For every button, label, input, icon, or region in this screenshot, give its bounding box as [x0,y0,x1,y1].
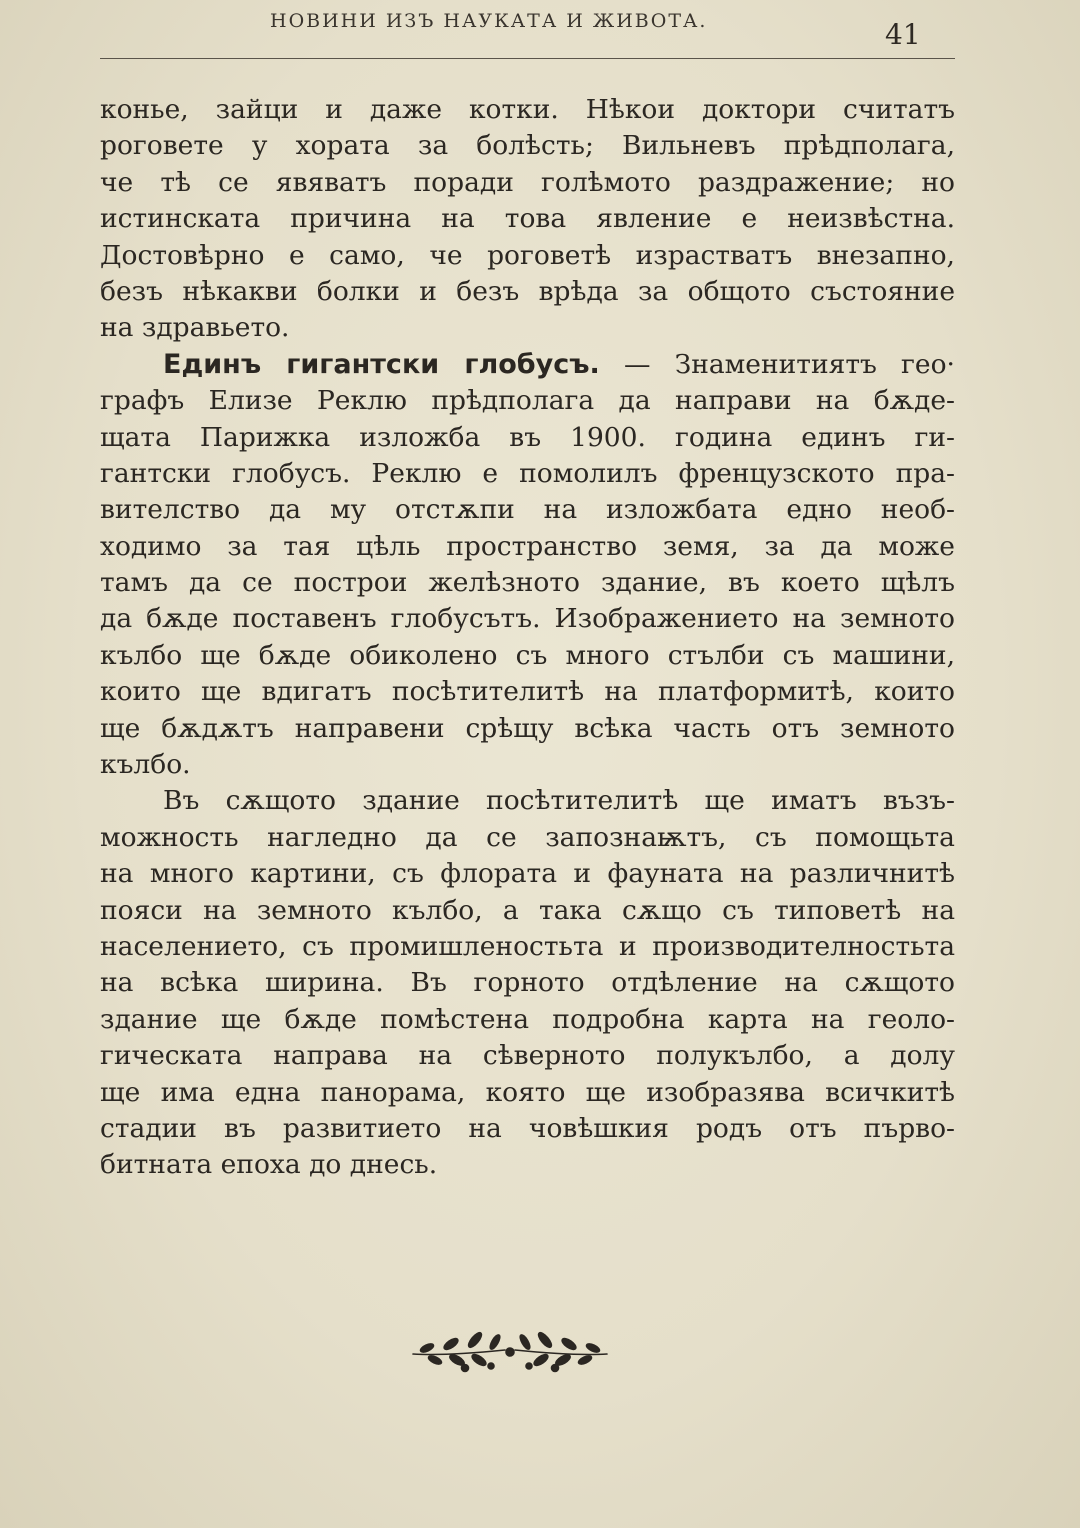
text-line: ходимо за тая цѣль пространство земя, за да може [100,530,955,562]
page-number: 41 [885,18,921,51]
text-line: на здравьето. [100,312,290,344]
text-line: конье, зайци и даже котки. Нѣкои доктори считатъ [100,94,955,125]
text-line: да бѫде поставенъ глобусътъ. Изображението на земното [100,603,955,635]
paragraph-giant-globe [100,347,955,784]
text-line: стадии въ развитието на човѣшкия родъ отъ първо- [100,1112,955,1144]
text-line: безъ нѣкакви болки и безъ врѣда за общото състояние [100,275,955,307]
text-line: че тѣ се явяватъ поради голѣмото раздражение; но [100,166,955,198]
text-line: Въ сѫщото здание посѣтителитѣ ще иматъ възъ- [163,785,955,817]
text-line: населението, съ промишленостьта и производителностьта [100,930,955,962]
text-line [100,347,955,383]
text-line: здание ще бѫде помѣстена подробна карта на геоло- [100,1003,955,1035]
text-line: графъ Елизе Реклю прѣдполага да направи на бѫде- [100,385,955,417]
text-line: кълбо. [100,749,191,781]
text-line: можность нагледно да се запознаѭтъ, съ помощьта [100,821,955,853]
paragraph-continuation [100,92,955,347]
running-title: НОВИНИ ИЗЪ НАУКАТА И ЖИВОТА. [270,10,708,32]
text-line: вителство да му отстѫпи на изложбата едно необ- [100,494,955,526]
paragraph-building [100,783,955,1183]
text-line: битната епоха до днесь. [100,1149,438,1181]
text-line: истинската причина на това явление е неизвѣстна. [100,203,955,235]
body-text [100,92,955,1184]
text-line: щата Парижка изложба въ 1900. година единъ ги- [100,421,955,453]
header-rule [100,58,955,59]
text-line: гантски глобусъ. Реклю е помолилъ френцузското пра- [100,457,955,489]
text-line: които ще вдигатъ посѣтителитѣ на платформитѣ, които [100,676,955,708]
text-line: ще бѫдѫтъ направени срѣщу всѣка часть отъ земното [100,712,955,744]
heading-line-rest: — Знаменитиятъ гео· [624,348,955,380]
text-line: на много картини, съ флората и фауната на различнитѣ [100,858,955,890]
text-line: на всѣка ширина. Въ горното отдѣление на сѫщото [100,967,955,999]
text-line: Достовѣрно е само, че роговетѣ израстватъ внезапно, [100,239,955,271]
text-line: кълбо ще бѫде обиколено съ много стълби съ машини, [100,639,955,671]
text-line: гическата направа на сѣверното полукълбо, а долу [100,1040,955,1072]
running-head [100,0,955,62]
text-line: пояси на земното кълбо, а така сѫщо съ типоветѣ на [100,894,955,926]
floral-vignette-icon [405,1328,615,1378]
text-line: тамъ да се построи желѣзното здание, въ което щѣлъ [100,567,955,599]
section-heading: Единъ гигантски глобусъ. [163,348,600,380]
text-line: ще има една панорама, която ще изобразява всичкитѣ [100,1076,955,1108]
text-line: роговете у хората за болѣсть; Вильневъ прѣдполага, [100,130,955,162]
